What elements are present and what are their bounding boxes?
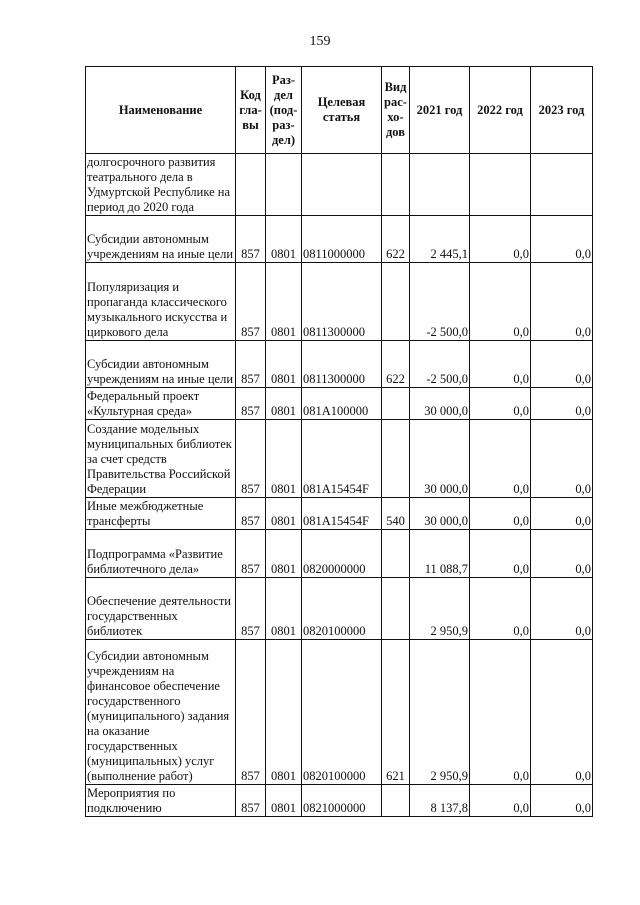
cell-razdel: 0801 [266, 216, 302, 263]
cell-y2022: 0,0 [470, 785, 531, 817]
cell-code: 857 [236, 530, 266, 578]
table-row [86, 263, 593, 341]
cell-y2022: 0,0 [470, 263, 531, 341]
cell-y2023: 0,0 [531, 341, 593, 388]
cell-y2023 [531, 154, 593, 216]
cell-y2021: 30 000,0 [410, 420, 470, 498]
cell-y2021: 2 445,1 [410, 216, 470, 263]
cell-name: долгосрочного развития театрального дела в Удмуртской Республике на период до 2020 года [86, 154, 236, 216]
cell-y2021: -2 500,0 [410, 263, 470, 341]
cell-y2022: 0,0 [470, 498, 531, 530]
cell-code: 857 [236, 420, 266, 498]
cell-code: 857 [236, 578, 266, 640]
cell-y2023: 0,0 [531, 530, 593, 578]
cell-razdel: 0801 [266, 341, 302, 388]
cell-name: Субсидии автономным учреждениям на финансовое обеспечение государственного (муниципального) задания на оказание государственных (муниципальных) услуг (выполнение работ) [86, 640, 236, 785]
cell-celevaya: 081A100000 [302, 388, 382, 420]
col-header-razdel: Раз- дел (под- раз- дел) [266, 67, 302, 154]
col-header-vid: Вид рас- хо- дов [382, 67, 410, 154]
table-row [86, 341, 593, 388]
table-body [86, 154, 593, 817]
cell-vid [382, 578, 410, 640]
table-header-row [86, 67, 593, 154]
cell-code: 857 [236, 498, 266, 530]
table-row [86, 578, 593, 640]
cell-y2023: 0,0 [531, 420, 593, 498]
cell-name: Мероприятия по подключению [86, 785, 236, 817]
cell-name: Субсидии автономным учреждениям на иные цели [86, 216, 236, 263]
page-number: 159 [309, 34, 331, 49]
col-header-2023: 2023 год [531, 67, 593, 154]
cell-celevaya: 0820100000 [302, 640, 382, 785]
cell-vid [382, 388, 410, 420]
table-row [86, 216, 593, 263]
cell-y2023: 0,0 [531, 785, 593, 817]
cell-razdel: 0801 [266, 388, 302, 420]
cell-y2022: 0,0 [470, 216, 531, 263]
cell-y2021: 30 000,0 [410, 388, 470, 420]
cell-celevaya: 0821000000 [302, 785, 382, 817]
cell-y2023: 0,0 [531, 578, 593, 640]
cell-y2023: 0,0 [531, 216, 593, 263]
cell-y2021 [410, 154, 470, 216]
cell-y2021: 11 088,7 [410, 530, 470, 578]
cell-vid [382, 785, 410, 817]
col-header-code: Код гла- вы [236, 67, 266, 154]
cell-celevaya: 0811000000 [302, 216, 382, 263]
cell-y2023: 0,0 [531, 640, 593, 785]
col-header-2021: 2021 год [410, 67, 470, 154]
cell-razdel: 0801 [266, 498, 302, 530]
table-row [86, 420, 593, 498]
table-row [86, 388, 593, 420]
cell-code: 857 [236, 341, 266, 388]
cell-code: 857 [236, 640, 266, 785]
cell-vid: 540 [382, 498, 410, 530]
cell-celevaya: 0811300000 [302, 341, 382, 388]
cell-code: 857 [236, 388, 266, 420]
cell-code: 857 [236, 785, 266, 817]
cell-celevaya: 081A15454F [302, 498, 382, 530]
cell-y2022: 0,0 [470, 578, 531, 640]
cell-vid [382, 420, 410, 498]
cell-name: Субсидии автономным учреждениям на иные цели [86, 341, 236, 388]
cell-y2022: 0,0 [470, 420, 531, 498]
cell-y2021: 30 000,0 [410, 498, 470, 530]
cell-name: Федеральный проект «Культурная среда» [86, 388, 236, 420]
cell-name: Обеспечение деятельности государственных библиотек [86, 578, 236, 640]
cell-vid [382, 263, 410, 341]
cell-celevaya: 0820000000 [302, 530, 382, 578]
cell-razdel: 0801 [266, 420, 302, 498]
cell-y2023: 0,0 [531, 263, 593, 341]
cell-celevaya [302, 154, 382, 216]
cell-name: Популяризация и пропаганда классического музыкального искусства и циркового дела [86, 263, 236, 341]
table-row [86, 498, 593, 530]
cell-y2021: 2 950,9 [410, 640, 470, 785]
cell-code [236, 154, 266, 216]
col-header-2022: 2022 год [470, 67, 531, 154]
cell-vid: 622 [382, 216, 410, 263]
cell-razdel: 0801 [266, 578, 302, 640]
budget-table [85, 66, 593, 817]
cell-celevaya: 081A15454F [302, 420, 382, 498]
cell-name: Подпрограмма «Развитие библиотечного дела» [86, 530, 236, 578]
cell-razdel: 0801 [266, 640, 302, 785]
cell-y2021: 8 137,8 [410, 785, 470, 817]
cell-y2021: -2 500,0 [410, 341, 470, 388]
cell-y2022: 0,0 [470, 530, 531, 578]
table-row [86, 154, 593, 216]
cell-vid: 622 [382, 341, 410, 388]
table-row [86, 640, 593, 785]
cell-y2022: 0,0 [470, 640, 531, 785]
col-header-name: Наименование [86, 67, 236, 154]
cell-razdel: 0801 [266, 530, 302, 578]
cell-code: 857 [236, 216, 266, 263]
cell-name: Иные межбюджетные трансферты [86, 498, 236, 530]
cell-y2023: 0,0 [531, 498, 593, 530]
cell-name: Создание модельных муниципальных библиотек за счет средств Правительства Российской Федерации [86, 420, 236, 498]
col-header-celevaya: Целевая статья [302, 67, 382, 154]
cell-razdel [266, 154, 302, 216]
cell-vid [382, 154, 410, 216]
cell-razdel: 0801 [266, 785, 302, 817]
cell-celevaya: 0820100000 [302, 578, 382, 640]
cell-y2021: 2 950,9 [410, 578, 470, 640]
table-row [86, 785, 593, 817]
table-row [86, 530, 593, 578]
cell-code: 857 [236, 263, 266, 341]
cell-y2023: 0,0 [531, 388, 593, 420]
cell-y2022: 0,0 [470, 341, 531, 388]
cell-y2022 [470, 154, 531, 216]
cell-vid: 621 [382, 640, 410, 785]
cell-vid [382, 530, 410, 578]
cell-y2022: 0,0 [470, 388, 531, 420]
cell-celevaya: 0811300000 [302, 263, 382, 341]
cell-razdel: 0801 [266, 263, 302, 341]
